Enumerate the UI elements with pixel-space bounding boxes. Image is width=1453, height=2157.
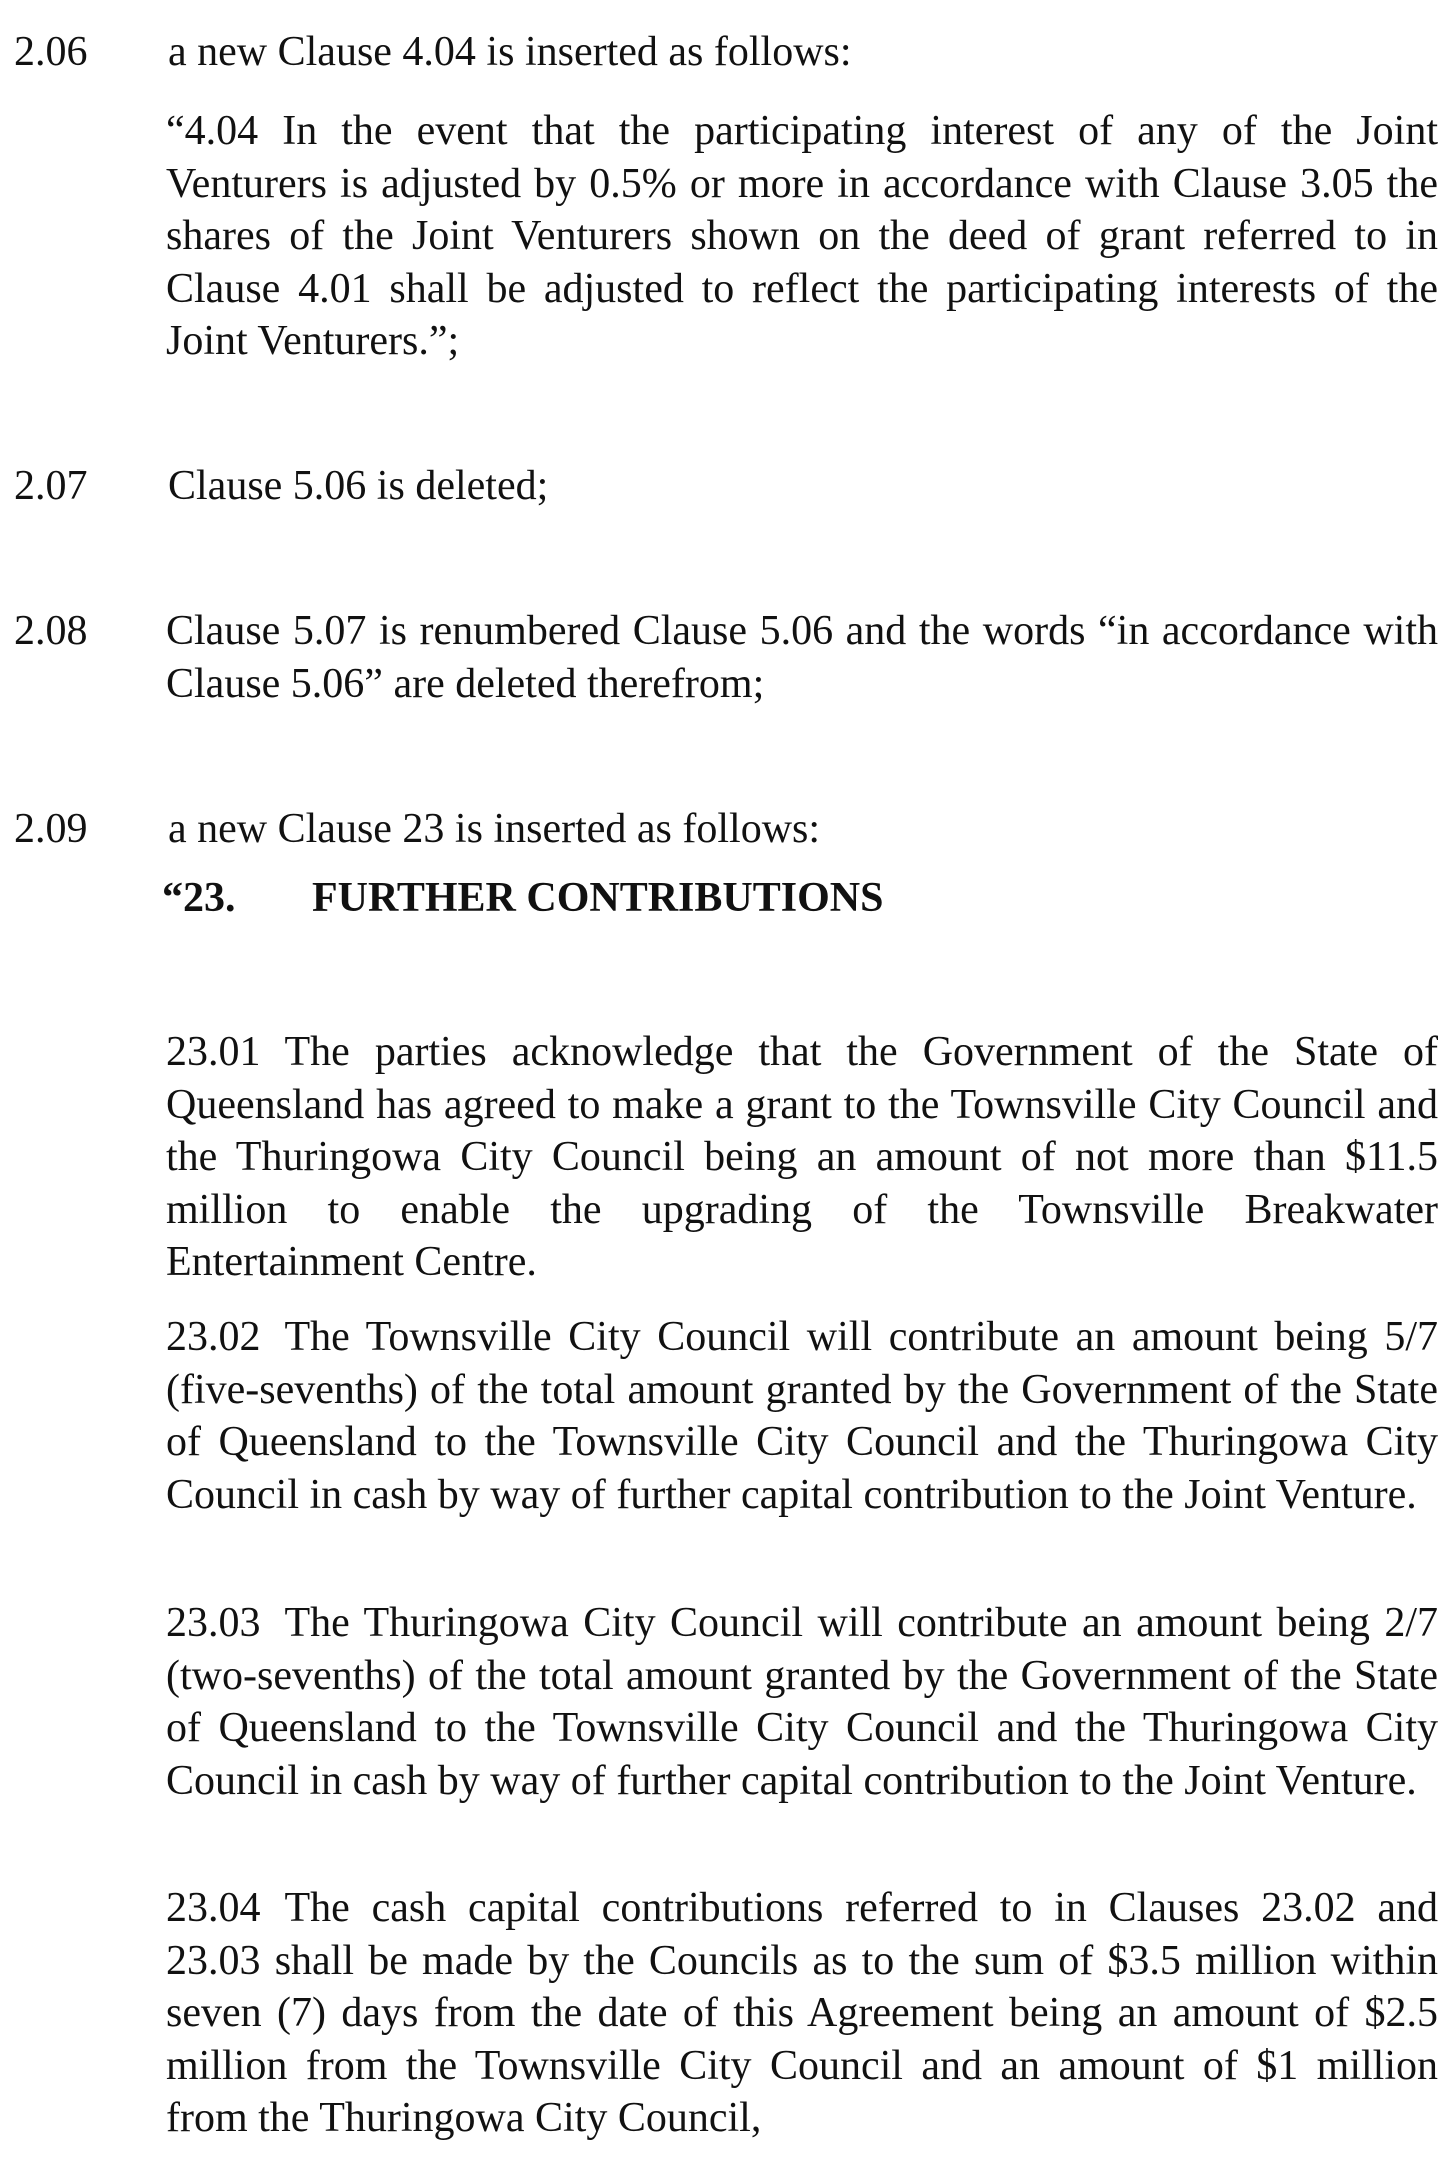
subclause-text: The Townsville City Council will contribute an amount being 5/7 (five-sevenths) of the total amount granted by the Government of the State of Queensland to the Townsville City Council and the Thuringowa City Council in cash by way of further capital contribution to the Joint Venture. [166,1314,1438,1518]
clause-body-text: “4.04 In the event that the participating interest of any of the Joint Venturers is adjusted by 0.5% or more in accordance with Clause 3.05 the shares of the Joint Venturers shown on the deed of grant referred to in Clause 4.01 shall be adjusted to reflect the participating interests of the Joint Venturers.”; [166,108,1438,364]
section-heading [162,872,883,924]
clause-number: 2.08 [14,608,88,654]
clause-lead-text: a new Clause 23 is inserted as follows: [168,806,821,852]
clause-lead-text: Clause 5.06 is deleted; [168,463,549,509]
clause-number: 2.06 [14,29,88,75]
clause-lead-text: a new Clause 4.04 is inserted as follows: [168,29,852,75]
subclause-number: 23.02 [166,1314,261,1360]
subclause-text: The cash capital contributions referred to in Clauses 23.02 and 23.03 shall be made by the Councils as to the sum of $3.5 million within seven (7) days from the date of this Agreement being an amount of $2.5 million from the Townsville City Council and an amount of $1 million from the Thuringowa City Council, [166,1885,1438,2141]
subclause [166,1597,1438,1807]
clause-number: 2.07 [14,463,88,509]
clause-number: 2.09 [14,806,88,852]
subclause-text: The Thuringowa City Council will contribute an amount being 2/7 (two-sevenths) of the total amount granted by the Government of the State of Queensland to the Townsville City Council and the Thuringowa City Council in cash by way of further capital contribution to the Joint Venture. [166,1600,1438,1804]
section-heading-title: FURTHER CONTRIBUTIONS [312,875,884,921]
section-heading-number: “23. [162,875,236,921]
subclause-number: 23.03 [166,1600,261,1646]
subclause [166,1311,1438,1521]
subclause [166,1882,1438,2145]
subclause-number: 23.04 [166,1885,261,1931]
subclause [166,1026,1438,1289]
subclause-text: The parties acknowledge that the Government of the State of Queensland has agreed to make a grant to the Townsville City Council and the Thuringowa City Council being an amount of not more than $11.5 million to enable the upgrading of the Townsville Breakwater Entertainment Centre. [166,1029,1438,1285]
subclause-number: 23.01 [166,1029,261,1075]
clause-body-text: Clause 5.07 is renumbered Clause 5.06 and the words “in accordance with Clause 5.06” are deleted therefrom; [166,608,1438,707]
